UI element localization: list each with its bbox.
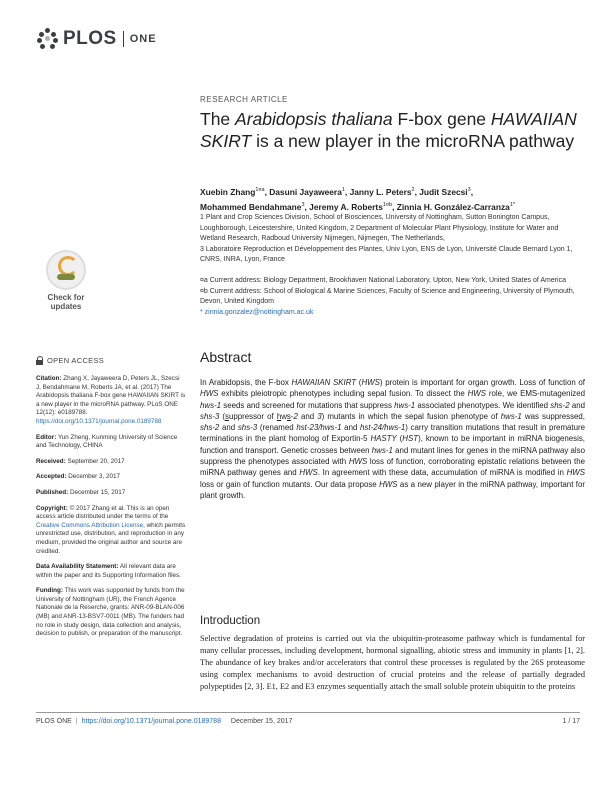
article-info-sidebar bbox=[36, 375, 186, 646]
affiliations bbox=[200, 213, 585, 266]
page-footer bbox=[36, 718, 580, 725]
open-access-label: OPEN ACCESS bbox=[36, 356, 104, 365]
citation-doi-link[interactable]: https://doi.org/10.1371/journal.pone.0189788 bbox=[36, 417, 162, 425]
author[interactable]: Jeremy A. Roberts$^{1¤b}$ bbox=[309, 201, 393, 212]
footer-journal: PLOS ONE bbox=[36, 718, 72, 725]
accepted-date: Accepted: December 3, 2017 bbox=[36, 473, 121, 481]
author[interactable]: Mohammed Bendahmane$^3$ bbox=[200, 201, 305, 212]
received-date: Received: September 20, 2017 bbox=[36, 457, 125, 465]
license-link[interactable]: Creative Commons Attribution License bbox=[36, 521, 144, 529]
author[interactable]: Xuebin Zhang$^{1¤a}$ bbox=[200, 186, 265, 197]
copyright: Copyright: © 2017 Zhang et al. This is an open access article distributed under the terms of the Creative Commons Attribution License, which permits unrestricted use, distribution, and reproduction in any medium, provided the original author and source are credited. bbox=[36, 504, 186, 555]
affiliation: 1 Plant and Crop Sciences Division, School of Biosciences, University of Nottingham, Sutton Bonington Campus, Loughborough, Leicestershire, United Kingdom, 2 Department of Molecular Plant Physiology, Institute for Water and Wetland Research, Radboud University Nijmegen, Nijmegen, The Netherlands, bbox=[200, 214, 559, 242]
abstract-text: In Arabidopsis, the F-box HAWAIIAN SKIRT (HWS) protein is important for organ growth. Loss of function of HWS exhibits pleiotropic phenotypes including sepal fusion. To dissect the HWS role, we EMS-mutagenized hws-1 seeds and screened for mutations that suppress hws-1 associated phenotypes. We identified shs-2 and shs-3 (suppressor of hws-2 and 3) mutants in which the sepal fusion phenotype of hws-1 was suppressed, shs-2 and shs-3 (renamed hst-23/hws-1 and hst-24/hws-1) carry transition mutations that result in premature terminations in the plant homolog of Exportin-5 HASTY (HST), known to be important in miRNA biogenesis, function and transport. Genetic crosses between hws-1 and mutant lines for genes in the miRNA pathway also suppress the phenotypes associated with HWS loss of function, corroborating epistatic relations between the miRNA pathway genes and HWS. In agreement with these data, accumulation of miRNA is modified in HWS loss or gain of function mutants. Our data propose HWS as a new player in the miRNA pathway, important for plant growth. bbox=[200, 378, 586, 500]
author-list: Xuebin Zhang$^{1¤a}$, Dasuni Jayaweera$^1$, Janny L. Peters$^2$, Judit Szecsi$^3$, Mohammed Bendahmane$^3$, Jeremy A. Roberts$^{1¤b}$, Zinnia H. González-Carranza$^{1*}$ bbox=[200, 186, 516, 212]
corresponding-email-link[interactable]: * zinnia.gonzalez@nottingham.ac.uk bbox=[200, 308, 314, 316]
author[interactable]: Janny L. Peters$^2$ bbox=[349, 186, 415, 197]
introduction-heading: Introduction bbox=[200, 615, 261, 627]
current-addresses bbox=[200, 276, 585, 318]
footer-date: December 15, 2017 bbox=[230, 718, 293, 725]
published-date: Published: December 15, 2017 bbox=[36, 488, 126, 496]
affiliation: 3 Laboratoire Reproduction et Développement des Plantes, Univ Lyon, ENS de Lyon, Université Claude Bernard Lyon 1, CNRS, INRA, Lyon, France bbox=[200, 245, 573, 263]
footer-separator bbox=[225, 718, 227, 725]
page-number: 1 / 17 bbox=[562, 718, 580, 725]
author[interactable]: Judit Szecsi$^3$ bbox=[419, 186, 471, 197]
article-type: RESEARCH ARTICLE bbox=[200, 95, 288, 104]
plos-wordmark: PLOS bbox=[63, 28, 117, 49]
logo-divider bbox=[123, 31, 124, 47]
article-title: The Arabidopsis thaliana F-box gene HAWAIIAN SKIRT is a new player in the microRNA pathway bbox=[200, 109, 577, 151]
check-for-updates-badge[interactable] bbox=[38, 250, 94, 316]
current-address: ¤a Current address: Biology Department, Brookhaven National Laboratory, Upton, New York, United States of America bbox=[200, 277, 567, 284]
funding: Funding: This work was supported by funds from the University of Nottingham (UR), the French Agence Nationale de la Reserche, grants: ANR-09-BLAN-006 (MB) and ANR-13-BSV7-0011 (MB). The funders had no role in study design, data collection and analysis, decision to publish, or preparation of the manuscript. bbox=[36, 587, 185, 638]
open-lock-icon bbox=[36, 356, 43, 365]
editor: Editor: Yun Zheng, Kunming University of Science and Technology, CHINA bbox=[36, 433, 178, 450]
citation: Citation: Zhang X, Jayaweera D, Peters JL, Szecsi J, Bendahmane M, Roberts JA, et al. (2017) The Arabidopsis thaliana F-box gene HAWAIIAN SKIRT is a new player in the microRNA pathway. PLoS ONE 12(12): e0189788. https://doi.org/10.1371/journal.pone.0189788 bbox=[36, 375, 186, 425]
footer-divider bbox=[36, 712, 580, 713]
current-address: ¤b Current address: School of Biological & Marine Sciences, Faculty of Science and Engineering, University of Plymouth, Devon, United Kingdom bbox=[200, 287, 575, 305]
plos-logo[interactable] bbox=[37, 28, 157, 50]
abstract-heading: Abstract bbox=[200, 349, 252, 365]
author[interactable]: Dasuni Jayaweera$^1$ bbox=[269, 186, 345, 197]
check-for-updates-label: Check for updates bbox=[47, 293, 85, 311]
plos-dots-icon bbox=[37, 28, 59, 50]
footer-doi-link[interactable]: https://doi.org/10.1371/journal.pone.0189788 bbox=[81, 718, 221, 725]
check-for-updates-icon bbox=[46, 250, 86, 290]
journal-name: ONE bbox=[129, 33, 157, 45]
footer-separator: | bbox=[75, 718, 78, 725]
data-availability: Data Availability Statement: All relevant data are within the paper and its Supporting Information files. bbox=[36, 563, 181, 579]
author[interactable]: Zinnia H. González-Carranza$^{1*}$ bbox=[396, 201, 516, 212]
introduction-text: Selective degradation of proteins is carried out via the ubiquitin-proteasome pathway which is fundamental for many cellular processes, including development, hormonal signalling, abiotic stress and immunity in plants [1, 2]. The abundance of key brakes and/or accelerators that control these processes is regulated by the 26S proteasome using complex mechanisms to avoid destruction of crucial proteins and the release of partially degraded polypeptides [2, 3]. E1, E2 and E3 enzymes sequentially attach the small soluble protein ubiquitin to the proteins bbox=[200, 634, 585, 691]
